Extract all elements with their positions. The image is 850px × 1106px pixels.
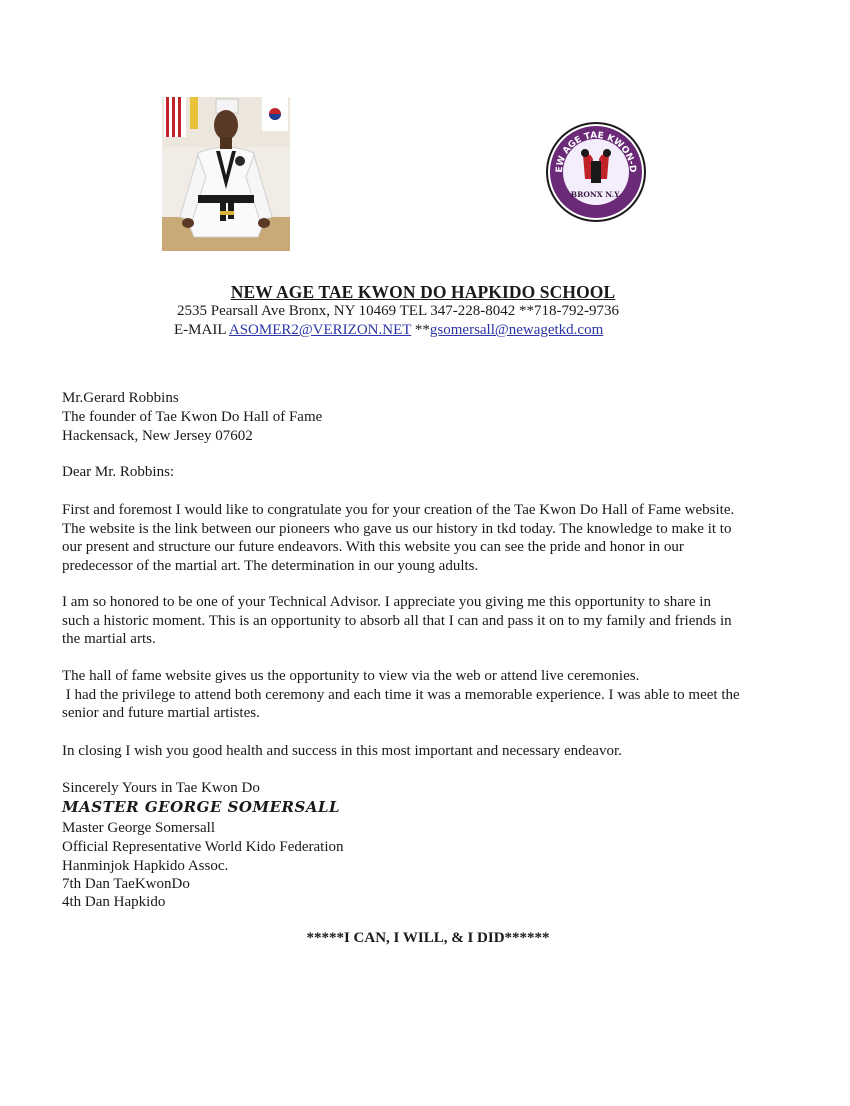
logo-bottom-text: BRONX N.Y. <box>570 190 622 199</box>
recipient-address: Hackensack, New Jersey 07602 <box>62 428 253 444</box>
email-label: E-MAIL <box>174 322 229 338</box>
school-name-heading: NEW AGE TAE KWON DO HAPKIDO SCHOOL <box>230 282 616 302</box>
signer-association: Hanminjok Hapkido Assoc. <box>62 858 229 874</box>
body-paragraph-1 <box>62 501 792 575</box>
signer-role: Official Representative World Kido Federation <box>62 839 344 855</box>
signature: MASTER GEORGE SOMERSALL <box>62 798 341 816</box>
instructor-photo <box>162 97 290 251</box>
paragraph-line: I am so honored to be one of your Technical Advisor. I appreciate you giving me this opportunity to share in <box>62 594 711 610</box>
body-paragraph-3 <box>62 667 792 723</box>
paragraph-line: I had the privilege to attend both ceremony and each time it was a memorable experience. I was able to meet the <box>62 686 740 703</box>
logo-top-text: EW AGE TAE KWON-D <box>554 130 638 173</box>
closing-line: Sincerely Yours in Tae Kwon Do <box>62 780 260 796</box>
recipient-title: The founder of Tae Kwon Do Hall of Fame <box>62 409 323 425</box>
email-link-primary[interactable]: ASOMER2@VERIZON.NET <box>228 322 412 338</box>
paragraph-line: The hall of fame website gives us the opportunity to view via the web or attend live ceremonies. <box>62 668 640 684</box>
signer-rank-tkd: 7th Dan TaeKwonDo <box>62 876 190 892</box>
school-address-line: 2535 Pearsall Ave Bronx, NY 10469 TEL 347-228-8042 **718-792-9736 <box>177 303 620 319</box>
email-separator: ** <box>411 322 430 338</box>
motto: *****I CAN, I WILL, & I DID****** <box>306 930 550 946</box>
paragraph-line: such a historic moment. This is an opportunity to absorb all that I can and pass it on to my family and friends in <box>62 612 732 629</box>
paragraph-line: our present and structure our future endeavors. With this website you can see the pride and honor in our <box>62 539 684 556</box>
paragraph-line: senior and future martial artistes. <box>62 705 260 722</box>
email-link-secondary[interactable]: gsomersall@newagetkd.com <box>429 322 604 338</box>
paragraph-line: The website is the link between our pioneers who gave us our history in tkd today. The knowledge to make it to <box>62 520 732 537</box>
paragraph-line: In closing I wish you good health and success in this most important and necessary endeavor. <box>62 743 622 759</box>
school-email-line <box>174 322 603 339</box>
school-logo-seal <box>545 121 647 223</box>
body-paragraph-4 <box>62 742 792 761</box>
signer-name: Master George Somersall <box>62 820 216 836</box>
body-paragraph-2 <box>62 593 792 649</box>
salutation: Dear Mr. Robbins: <box>62 464 175 480</box>
paragraph-line: First and foremost I would like to congratulate you for your creation of the Tae Kwon Do Hall of Fame website. <box>62 502 735 518</box>
signer-rank-hapkido: 4th Dan Hapkido <box>62 894 166 910</box>
paragraph-line: the martial arts. <box>62 631 156 648</box>
recipient-name: Mr.Gerard Robbins <box>62 390 179 406</box>
paragraph-line: predecessor of the martial art. The determination in our young adults. <box>62 557 479 574</box>
